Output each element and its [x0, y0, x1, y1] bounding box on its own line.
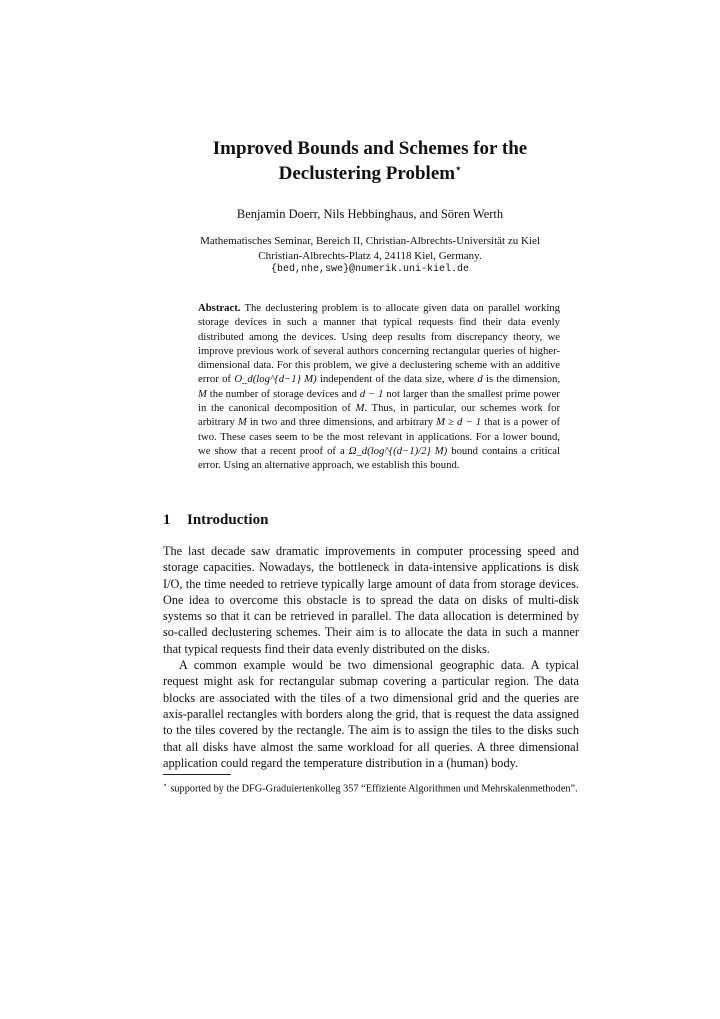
section-body	[163, 543, 579, 771]
paragraph: A common example would be two dimensional geographic data. A typical request might ask for rectangular submap covering a particular region. The data blocks are associated with the tiles of a two dimensional grid and the queries are axis-parallel rectangles with borders along the grid, that is request the data assigned to the tiles covered by the rectangle. The aim is to assign the tiles to the disks such that all disks have almost the same workload for all queries. A three dimensional application could regard the temperature distribution in a (human) body.	[163, 658, 579, 770]
section-title: Introduction	[187, 512, 269, 528]
math-upper-bound: O_d(log^{d−1} M)	[234, 373, 317, 386]
math-var-M: M	[237, 416, 247, 429]
abstract-text: not larger than the smallest prime power in the canonical decomposition of	[198, 387, 560, 415]
math-lower-bound: Ω_d(log^{(d−1)/2} M)	[348, 444, 448, 457]
abstract-text: in two and three dimensions, and arbitrary	[246, 416, 437, 429]
affiliation	[120, 234, 620, 278]
math-d-minus-1: d − 1	[359, 387, 384, 400]
title-footnote-marker: ⋆	[455, 163, 462, 175]
footnote-rule	[163, 774, 231, 775]
title-line-1: Improved Bounds and Schemes for the	[212, 138, 528, 159]
affiliation-line-1: Mathematisches Seminar, Bereich II, Christian-Albrechts-Universität zu Kiel	[200, 235, 540, 247]
abstract	[198, 301, 560, 473]
abstract-text: . Thus, in particular, our schemes work for arbitrary	[198, 402, 560, 429]
title-line-2-text: Declustering Problem	[278, 163, 456, 184]
abstract-text: bound contains a critical error. Using an alternative approach, we establish this bound.	[198, 444, 560, 472]
math-var-M: M	[198, 387, 207, 400]
math-var-d: d	[477, 373, 483, 386]
footnote-text: supported by the DFG-Graduiertenkolleg 357 “Effiziente Algorithmen und Mehrskalenmethoden”.	[170, 783, 578, 795]
footnote	[163, 778, 579, 796]
abstract-label: Abstract.	[198, 302, 241, 314]
abstract-text: that is a power of two. These cases seem to be the most relevant in applications. For a lower bound, we show that a recent proof of a	[198, 416, 561, 457]
abstract-text: the number of storage devices and	[206, 387, 360, 400]
paragraph: The last decade saw dramatic improvements in computer processing speed and storage capacities. Nowadays, the bottleneck in data-intensive applications is disk I/O, the time needed to retrieve typically large amount of data from storage devices. One idea to overcome this obstacle is to spread the data on disks of multi-disk systems so that it can be retrieved in parallel. The data allocation is determined by so-called declustering schemes. Their aim is to allocate the data in such a manner that typical requests find their data evenly distributed on the disks.	[163, 544, 579, 656]
section-heading	[163, 512, 268, 529]
paper-title	[120, 136, 620, 186]
footnote-marker: ⋆	[163, 781, 168, 789]
author-list: Benjamin Doerr, Nils Hebbinghaus, and Sören Werth	[236, 207, 504, 221]
affiliation-line-2: Christian-Albrechts-Platz 4, 24118 Kiel, Germany.	[258, 249, 482, 262]
abstract-text: The declustering problem is to allocate given data on parallel working storage devices in such a manner that typical requests find their data evenly distributed among the devices. Using deep results from discrepancy theory, we improve previous work of several authors concerning rectangular queries of higher-dimensional data. For this problem, we give a declustering scheme with an additive error of	[198, 302, 560, 386]
abstract-text: is the dimension,	[482, 373, 561, 386]
math-M-condition: M ≥ d − 1	[436, 416, 482, 429]
title-line-2	[120, 161, 620, 186]
math-var-M: M	[355, 402, 365, 415]
author-emails: {bed,nhe,swe}@numerik.uni-kiel.de	[270, 264, 470, 275]
abstract-text: independent of the data size, where	[316, 373, 478, 386]
section-number: 1	[163, 512, 171, 528]
